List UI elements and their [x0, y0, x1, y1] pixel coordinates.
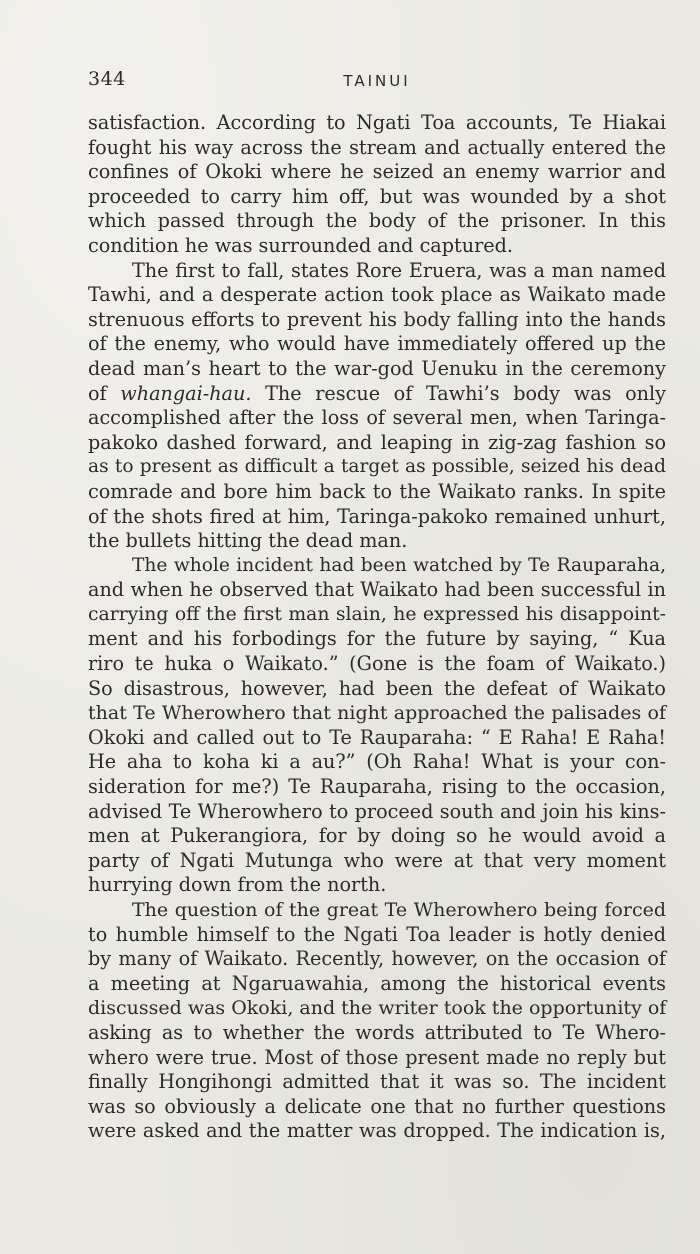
text-line: asking as to whether the words attributed to Te Whero- [88, 1020, 666, 1044]
text-line: were asked and the matter was dropped. The indication is, [88, 1119, 666, 1143]
text-line: of the enemy, who would have immediately offered up the [88, 332, 666, 356]
text-line: accomplished after the loss of several men, when Taringa- [88, 406, 666, 430]
text-line: comrade and bore him back to the Waikato ranks. In spite [88, 479, 666, 503]
text-line: The question of the great Te Wherowhero being forced [132, 899, 666, 921]
text-line: discussed was Okoki, and the writer took the opportunity of [88, 997, 667, 1020]
text-line: hurrying down from the north. [88, 873, 387, 897]
text-line: proceeded to carry him off, but was wounded by a shot [88, 184, 666, 208]
text-line: carrying off the first man slain, he expressed his disappoint- [88, 603, 666, 625]
text-line: confines of Okoki where he seized an enemy warrior and [88, 160, 666, 184]
body-text [88, 111, 666, 1144]
text-line: ment and his forbodings for the future by saying, “ Kua [88, 627, 666, 651]
text-line: of the shots fired at him, Taringa-pakoko remained unhurt, [88, 504, 666, 528]
text-line: men at Pukerangiora, for by doing so he would avoid a [88, 824, 666, 848]
text-line: that Te Wherowhero that night approached the palisades of [88, 702, 666, 725]
italic-term: whangai-hau. [120, 381, 252, 405]
page-header [88, 68, 666, 100]
text-line: pakoko dashed forward, and leaping in zig-zag fashion so [88, 430, 666, 454]
running-head: TAINUI [343, 72, 411, 90]
text-line: The first to fall, states Rore Eruera, was a man named [132, 258, 666, 282]
text-line: So disastrous, however, had been the defeat of Waikato [88, 676, 666, 700]
text-line: condition he was surrounded and captured. [88, 233, 514, 257]
text-line: was so obviously a delicate one that no further questions [88, 1094, 666, 1118]
text-line: satisfaction. According to Ngati Toa accounts, Te Hiakai [88, 111, 666, 134]
page-number: 344 [88, 68, 126, 90]
text-line: Okoki and called out to Te Rauparaha: “ E Raha! E Raha! [88, 725, 666, 749]
text-line: and when he observed that Waikato had been successful in [88, 578, 666, 602]
text-line: The whole incident had been watched by Te Rauparaha, [132, 554, 666, 576]
text-line: advised Te Wherowhero to proceed south and join his kins- [88, 799, 666, 823]
text-line: Tawhi, and a desperate action took place as Waikato made [88, 283, 666, 307]
text-line: finally Hongihongi admitted that it was so. The incident [88, 1070, 666, 1094]
text-line: riro te huka o Waikato.” (Gone is the foam of Waikato.) [88, 652, 666, 676]
text-line: He aha to koha ki a au?” (Oh Raha! What is your con- [88, 750, 666, 774]
text-line: strenuous efforts to prevent his body falling into the hands [88, 307, 666, 331]
text-line: sideration for me?) Te Rauparaha, rising to the occasion, [88, 775, 666, 799]
text-line: dead man’s heart to the war-god Uenuku in the ceremony [88, 356, 666, 380]
text-line: to humble himself to the Ngati Toa leader is hotly denied [88, 922, 666, 946]
text-line: whero were true. Most of those present made no reply but [88, 1045, 666, 1069]
text-line [88, 382, 666, 407]
text-line: party of Ngati Mutunga who were at that very moment [88, 848, 666, 872]
text-segment: The rescue of Tawhi’s body was only [251, 381, 666, 405]
text-line: as to present as difficult a target as possible, seized his dead [88, 456, 666, 478]
text-line: fought his way across the stream and actually entered the [88, 135, 666, 159]
text-line: by many of Waikato. Recently, however, on the occasion of [88, 947, 666, 971]
text-line: the bullets hitting the dead man. [88, 529, 408, 553]
text-segment: of [88, 381, 121, 405]
text-line: which passed through the body of the prisoner. In this [88, 209, 666, 233]
text-line: a meeting at Ngaruawahia, among the historical events [88, 971, 666, 995]
